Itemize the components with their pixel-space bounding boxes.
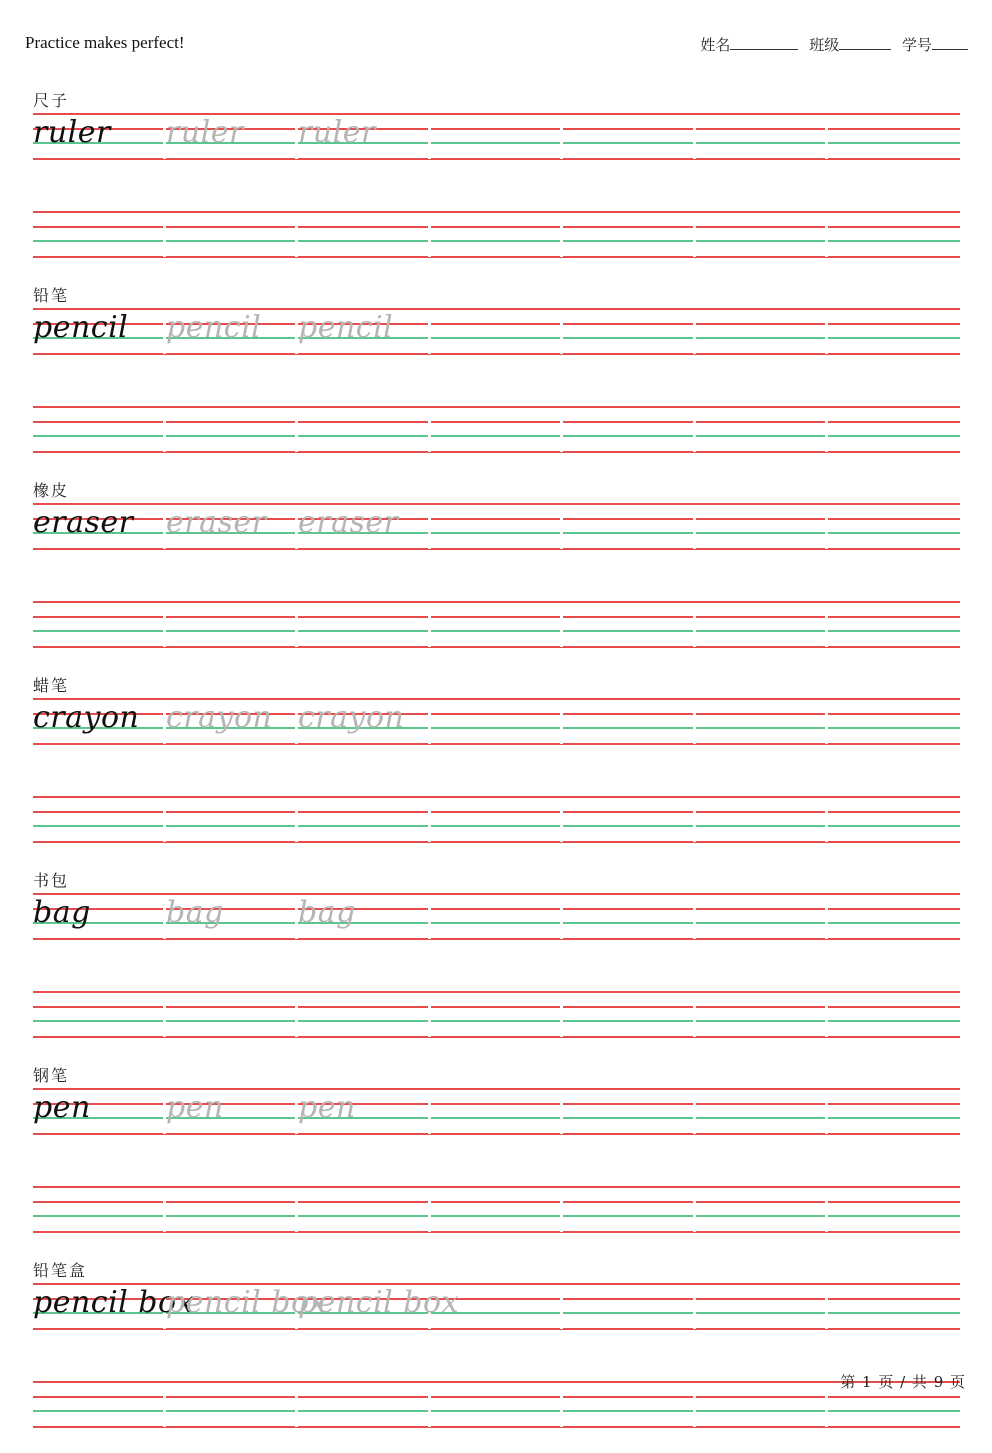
number-blank (932, 37, 968, 50)
cell-divider (560, 515, 563, 549)
four-line-grid (33, 406, 960, 452)
trace-word: eraser (298, 505, 399, 540)
red-guide-line (33, 1426, 960, 1428)
trace-word: eraser (166, 505, 267, 540)
model-word: bag (33, 895, 91, 930)
chinese-label: 橡皮 (33, 481, 70, 500)
cell-divider (428, 320, 431, 354)
cell-divider (693, 613, 696, 647)
cell-divider (825, 808, 828, 842)
four-line-grid (33, 1381, 960, 1427)
cell-divider (693, 1393, 696, 1427)
class-label: 班级 (809, 36, 840, 54)
cell-divider (428, 515, 431, 549)
chinese-label: 蜡笔 (33, 676, 70, 695)
red-guide-line (33, 256, 960, 258)
four-line-grid (33, 503, 960, 549)
vocab-entry (0, 478, 992, 673)
red-guide-line (33, 1396, 960, 1398)
chinese-label: 尺子 (33, 91, 70, 110)
cell-divider (163, 808, 166, 842)
trace-word: ruler (298, 115, 376, 150)
red-guide-line (33, 1036, 960, 1038)
cell-divider (825, 905, 828, 939)
cell-divider (693, 1198, 696, 1232)
model-word: pencil (33, 310, 129, 345)
trace-word: pen (298, 1090, 356, 1125)
chinese-label: 铅笔盒 (33, 1261, 88, 1280)
green-guide-line (33, 1020, 960, 1022)
cell-divider (560, 418, 563, 452)
red-guide-line (33, 211, 960, 213)
cell-divider (295, 1003, 298, 1037)
red-guide-line (33, 1186, 960, 1188)
trace-word: crayon (166, 700, 273, 735)
cell-divider (163, 223, 166, 257)
class-blank (839, 37, 891, 50)
cell-divider (163, 1003, 166, 1037)
cell-divider (163, 1393, 166, 1427)
trace-word: crayon (298, 700, 405, 735)
cell-divider (693, 418, 696, 452)
model-word: pen (33, 1090, 91, 1125)
green-guide-line (33, 435, 960, 437)
cell-divider (560, 320, 563, 354)
page-number: 第 1 页 / 共 9 页 (840, 1373, 966, 1391)
red-guide-line (33, 601, 960, 603)
red-guide-line (33, 796, 960, 798)
cell-divider (693, 710, 696, 744)
cell-divider (825, 1003, 828, 1037)
cell-divider (428, 1100, 431, 1134)
trace-word: pencil (298, 310, 394, 345)
red-guide-line (33, 646, 960, 648)
trace-word: bag (298, 895, 356, 930)
model-word: ruler (33, 115, 111, 150)
cell-divider (428, 808, 431, 842)
cell-divider (825, 515, 828, 549)
green-guide-line (33, 825, 960, 827)
cell-divider (693, 808, 696, 842)
green-guide-line (33, 1215, 960, 1217)
chinese-label: 铅笔 (33, 286, 70, 305)
cell-divider (825, 613, 828, 647)
cell-divider (560, 1003, 563, 1037)
red-guide-line (33, 938, 960, 940)
four-line-grid (33, 1088, 960, 1134)
trace-word: pencil (166, 310, 262, 345)
cell-divider (560, 905, 563, 939)
cell-divider (825, 1198, 828, 1232)
cell-divider (560, 613, 563, 647)
four-line-grid (33, 308, 960, 354)
red-guide-line (33, 353, 960, 355)
cell-divider (693, 1003, 696, 1037)
cell-divider (295, 1393, 298, 1427)
cell-divider (693, 320, 696, 354)
cell-divider (428, 613, 431, 647)
vocab-entry (0, 283, 992, 478)
trace-word: bag (166, 895, 224, 930)
cell-divider (163, 1198, 166, 1232)
cell-divider (428, 418, 431, 452)
cell-divider (825, 710, 828, 744)
cell-divider (693, 905, 696, 939)
red-guide-line (33, 841, 960, 843)
red-guide-line (33, 991, 960, 993)
red-guide-line (33, 548, 960, 550)
red-guide-line (33, 616, 960, 618)
cell-divider (295, 808, 298, 842)
cell-divider (428, 1003, 431, 1037)
cell-divider (560, 223, 563, 257)
cell-divider (295, 1198, 298, 1232)
red-guide-line (33, 226, 960, 228)
cell-divider (428, 905, 431, 939)
cell-divider (825, 1295, 828, 1329)
four-line-grid (33, 796, 960, 842)
four-line-grid (33, 698, 960, 744)
chinese-label: 钢笔 (33, 1066, 70, 1085)
four-line-grid (33, 1283, 960, 1329)
model-word: crayon (33, 700, 140, 735)
red-guide-line (33, 451, 960, 453)
cell-divider (428, 223, 431, 257)
red-guide-line (33, 811, 960, 813)
green-guide-line (33, 630, 960, 632)
cell-divider (428, 710, 431, 744)
cell-divider (560, 1100, 563, 1134)
cell-divider (163, 613, 166, 647)
cell-divider (560, 710, 563, 744)
red-guide-line (33, 1381, 960, 1383)
four-line-grid (33, 113, 960, 159)
name-label: 姓名 (700, 36, 731, 54)
cell-divider (560, 1393, 563, 1427)
four-line-grid (33, 893, 960, 939)
cell-divider (693, 125, 696, 159)
cell-divider (428, 1198, 431, 1232)
cell-divider (163, 418, 166, 452)
vocab-entry (0, 868, 992, 1063)
red-guide-line (33, 1328, 960, 1330)
cell-divider (295, 223, 298, 257)
red-guide-line (33, 406, 960, 408)
cell-divider (560, 125, 563, 159)
cell-divider (560, 1198, 563, 1232)
cell-divider (693, 515, 696, 549)
four-line-grid (33, 991, 960, 1037)
four-line-grid (33, 1186, 960, 1232)
vocab-entry (0, 1063, 992, 1258)
trace-word: pencil box (298, 1285, 459, 1320)
vocab-entry (0, 1258, 992, 1453)
cell-divider (428, 1393, 431, 1427)
number-label: 学号 (901, 36, 932, 54)
chinese-label: 书包 (33, 871, 70, 890)
red-guide-line (33, 743, 960, 745)
cell-divider (295, 418, 298, 452)
cell-divider (825, 1393, 828, 1427)
trace-word: ruler (166, 115, 244, 150)
vocab-entry (0, 673, 992, 868)
green-guide-line (33, 1410, 960, 1412)
red-guide-line (33, 421, 960, 423)
cell-divider (825, 1100, 828, 1134)
cell-divider (693, 1295, 696, 1329)
red-guide-line (33, 1133, 960, 1135)
page-title: Practice makes perfect! (25, 33, 185, 52)
green-guide-line (33, 240, 960, 242)
cell-divider (428, 125, 431, 159)
red-guide-line (33, 1006, 960, 1008)
cell-divider (693, 1100, 696, 1134)
four-line-grid (33, 211, 960, 257)
cell-divider (825, 125, 828, 159)
name-blank (730, 37, 798, 50)
cell-divider (825, 223, 828, 257)
student-info (700, 34, 968, 55)
cell-divider (560, 1295, 563, 1329)
trace-word: pencil box (166, 1285, 327, 1320)
cell-divider (693, 223, 696, 257)
cell-divider (560, 808, 563, 842)
trace-word: pen (166, 1090, 224, 1125)
red-guide-line (33, 1231, 960, 1233)
cell-divider (825, 320, 828, 354)
model-word: eraser (33, 505, 134, 540)
cell-divider (295, 613, 298, 647)
cell-divider (825, 418, 828, 452)
red-guide-line (33, 158, 960, 160)
model-word: pencil box (33, 1285, 194, 1320)
vocab-entry (0, 88, 992, 283)
four-line-grid (33, 601, 960, 647)
red-guide-line (33, 1201, 960, 1203)
